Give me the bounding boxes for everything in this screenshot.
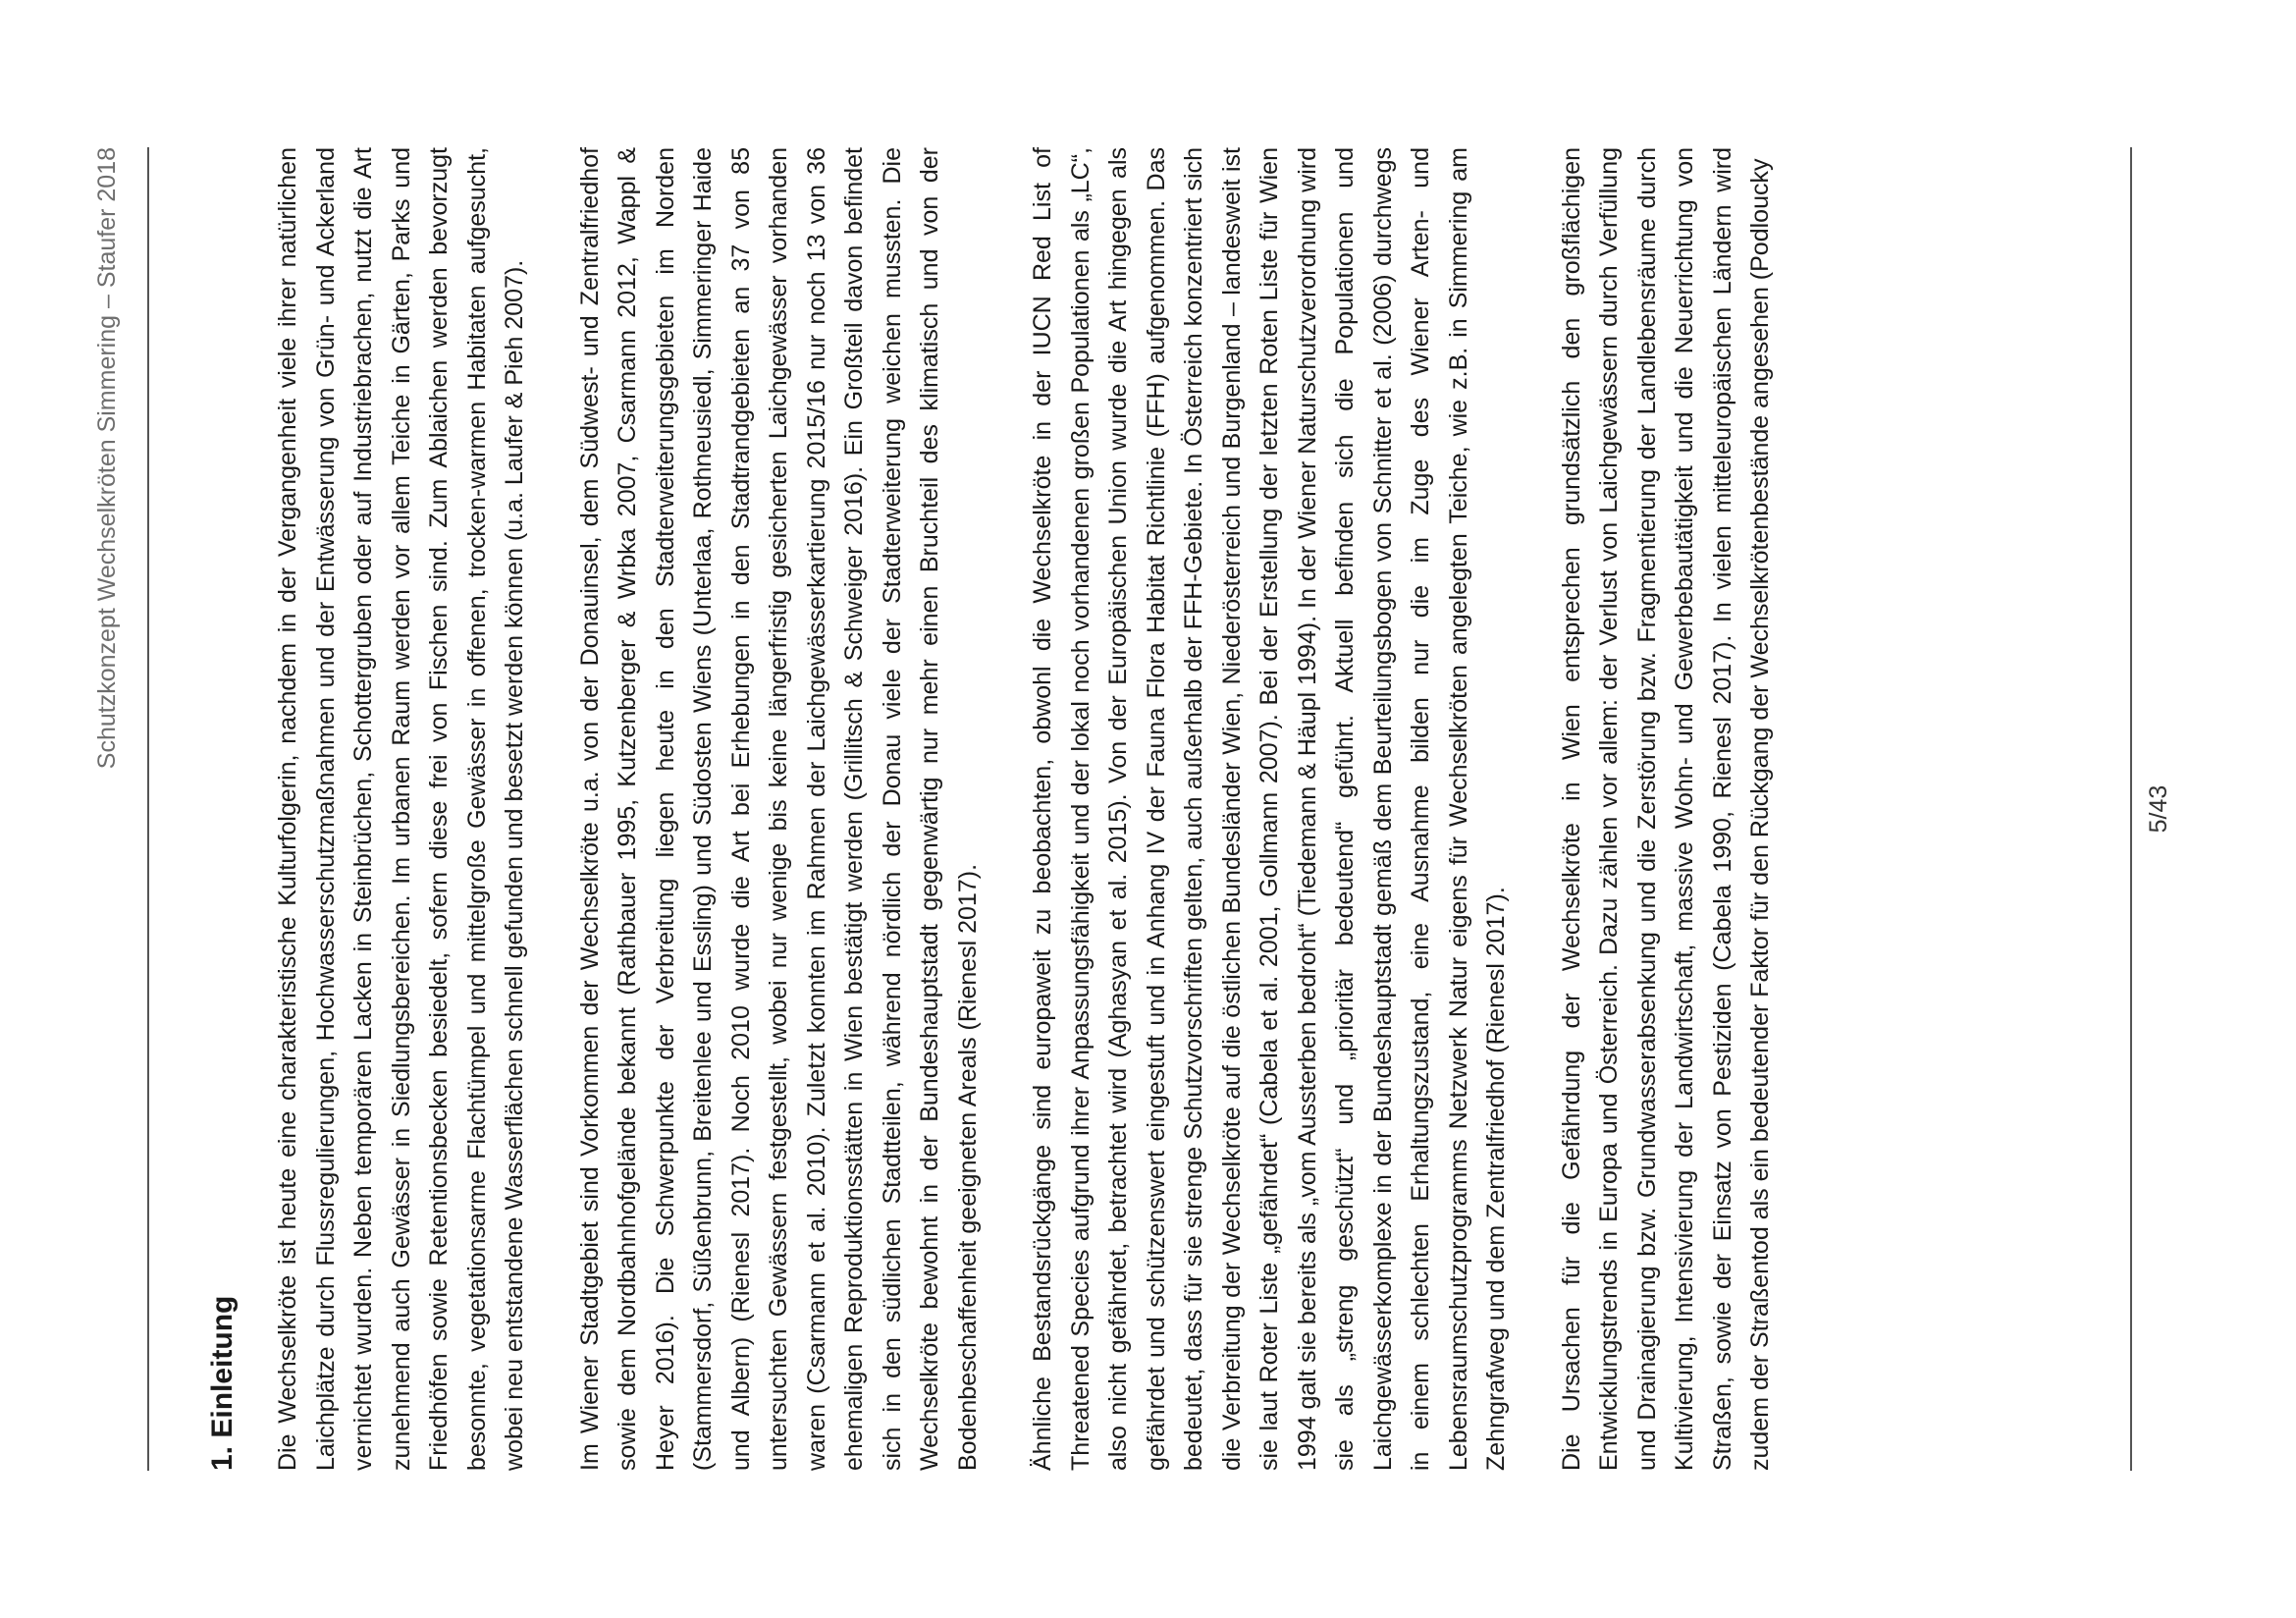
paragraph-3: Ähnliche Bestandsrückgänge sind europaweit zu beobachten, obwohl die Wechselkröte in der IUCN Red List of Threatened Species aufgrund ihrer Anpassungsfähigkeit und der lokal noch vorhandenen großen Populationen als „LC“, also nicht gefährdet, betrachtet wird (Aghasyan et al. 2015). Von der Europäischen Union wurde die Art hingegen als gefährdet und schützenswert eingestuft und in Anhang IV der Fauna Flora Habitat Richtlinie (FFH) aufgenommen. Das bedeutet, dass für sie strenge Schutzvorschriften gelten, auch außerhalb der FFH-Gebiete. In Österreich konzentriert sich die Verbreitung der Wechselkröte auf die östlichen Bundesländer Wien, Niederösterreich und Burgenland – landesweit ist sie laut Roter Liste „gefährdet“ (Cabela et al. 2001, Gollmann 2007). Bei der Erstellung der letzten Roten Liste für Wien 1994 galt sie bereits als „vom Aussterben bedroht“ (Tiedemann & Häupl 1994). In der Wiener Naturschutzverordnung wird sie als „streng geschützt“ und „prioritär bedeutend“ geführt. Aktuell befinden sich die Populationen und Laichgewässerkomplexe in der Bundeshauptstadt gemäß dem Beurteilungsbogen von Schnitter et al. (2006) durchwegs in einem schlechten Erhaltungszustand, eine Ausnahme bilden nur die im Zuge des Wiener Arten- und Lebensraumschutzprogramms Netzwerk Natur eigens für Wechselkröten angelegten Teiche, wie z.B. in Simmering am Zehngrafweg und dem Zentralfriedhof (Rienesl 2017).	[1029, 147, 1510, 1471]
footer-divider	[2130, 147, 2132, 1471]
paragraph-2: Im Wiener Stadtgebiet sind Vorkommen der Wechselkröte u.a. von der Donauinsel, dem Südwest- und Zentralfriedhof sowie dem Nordbahnhofgelände bekannt (Rathbauer 1995, Kutzenberger & Wrbka 2007, Csarmann 2012, Wappl & Heyer 2016). Die Schwerpunkte der Verbreitung liegen heute in den Stadterweiterungsgebieten im Norden (Stammersdorf, Süßenbrunn, Breitenlee und Essling) und Südosten Wiens (Unterlaa, Rothneusiedl, Simmeringer Haide und Albern) (Rienesl 2017). Noch 2010 wurde die Art bei Erhebungen in den Stadtrandgebieten an 37 von 85 untersuchten Gewässern festgestellt, wobei nur wenige bis keine längerfristig gesicherten Laichgewässer vorhanden waren (Csarmann et al. 2010). Zuletzt konnten im Rahmen der Laichgewässerkartierung 2015/16 nur noch 13 von 36 ehemaligen Reproduktionsstätten in Wien bestätigt werden (Grillitsch & Schweiger 2016). Ein Großteil davon befindet sich in den südlichen Stadtteilen, während nördlich der Donau viele der Stadterweiterung weichen mussten. Die Wechselkröte bewohnt in der Bundeshauptstadt gegenwärtig nur mehr einen Bruchteil des klimatisch und von der Bodenbeschaffenheit geeigneten Areals (Rienesl 2017).	[575, 147, 982, 1471]
document-body	[206, 147, 1817, 1471]
header-divider	[147, 147, 149, 1471]
paragraph-4: Die Ursachen für die Gefährdung der Wechselkröte in Wien entsprechen grundsätzlich den großflächigen Entwicklungstrends in Europa und Österreich. Dazu zählen vor allem: der Verlust von Laichgewässern durch Verfüllung und Drainagierung bzw. Grundwasserabsenkung und die Zerstörung bzw. Fragmentierung der Landlebensräume durch Kultivierung, Intensivierung der Landwirtschaft, massive Wohn- und Gewerbebautätigkeit und die Neuerrichtung von Straßen, sowie der Einsatz von Pestiziden (Cabela 1990, Rienesl 2017). In vielen mitteleuropäischen Ländern wird zudem der Straßentod als ein bedeutender Faktor für den Rückgang der Wechselkrötenbestände angesehen (Podloucky	[1557, 147, 1774, 1471]
section-title: 1. Einleitung	[206, 1295, 239, 1471]
paragraph-1: Die Wechselkröte ist heute eine charakteristische Kulturfolgerin, nachdem in der Vergangenheit viele ihrer natürlichen Laichplätze durch Flussregulierungen, Hochwasserschutzmaßnahmen und der Entwässerung von Grün- und Ackerland vernichtet wurden. Neben temporären Lacken in Steinbrüchen, Schottergruben oder auf Industriebrachen, nutzt die Art zunehmend auch Gewässer in Siedlungsbereichen. Im urbanen Raum werden vor allem Teiche in Gärten, Parks und Friedhöfen sowie Retentionsbecken besiedelt, sofern diese frei von Fischen sind. Zum Ablaichen werden bevorzugt besonnte, vegetationsarme Flachtümpel und mittelgroße Gewässer in offenen, trocken-warmen Habitaten aufgesucht, wobei neu entstandene Wasserflächen schnell gefunden und besetzt werden können (u.a. Laufer & Pieh 2007).	[274, 147, 528, 1471]
page-number: 5/43	[2145, 784, 2172, 834]
running-header: Schutzkonzept Wechselkröten Simmering – Staufer 2018	[93, 147, 121, 770]
